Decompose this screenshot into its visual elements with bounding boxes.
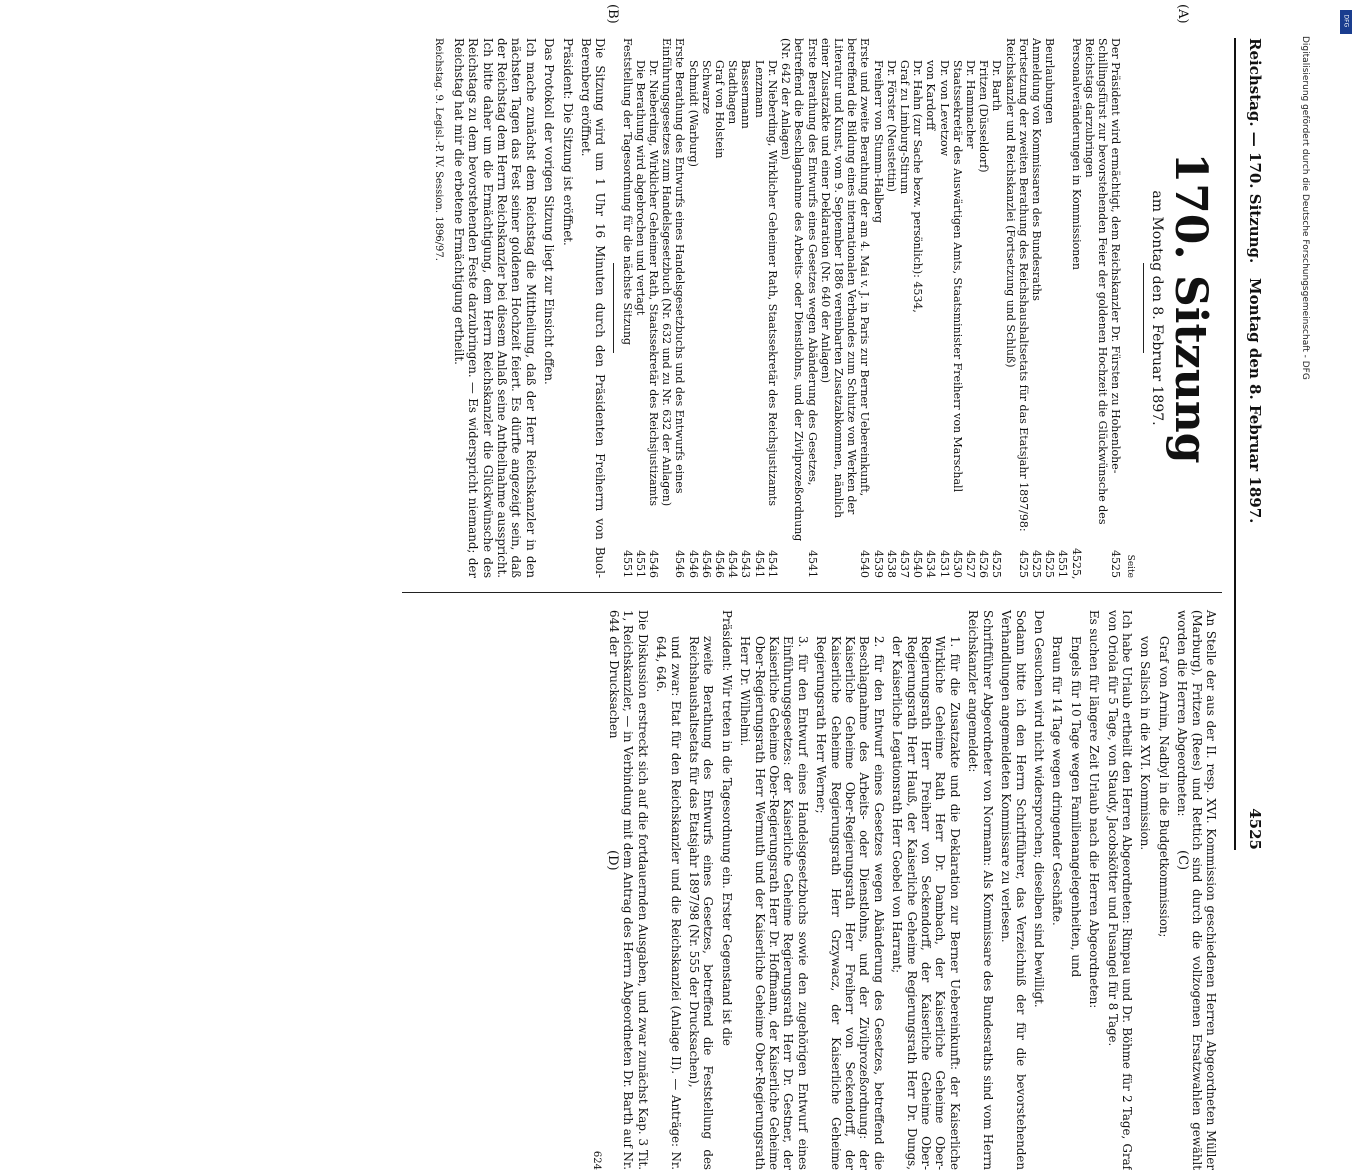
body-paragraph: zweite Berathung des Entwurfs eines Gesetzes, betreffend die Feststellung des Reichshaushaltsetats für das Etatsjahr 1897/98 (Nr. 555 der Drucksachen),	[687, 636, 716, 1170]
toc-entry	[779, 38, 819, 578]
header-page-number: 4525	[1246, 808, 1264, 850]
toc-entry-title: Erste Berathung des Entwurfs eines Gesetzes wegen Abänderung des Gesetzes, betreffend die Beschlagnahme des Arbeits- oder Dienstlohns, und der Zivilprozeßordnung (Nr. 642 der Anlagen)	[779, 38, 819, 542]
toc-entry	[951, 38, 964, 578]
toc-entry-title: Dr. Nieberding, Wirklicher Geheimer Rath, Staatssekretär des Reichsjustizamts	[647, 60, 661, 507]
body-paragraph: von Salisch in die XVI. Kommission.	[1138, 636, 1153, 851]
toc-entry-page: 4534	[924, 550, 938, 578]
toc-entry-title: Die Berathung wird abgebrochen und vertagt	[633, 60, 647, 316]
toc-entry	[964, 38, 977, 578]
toc-entry-page: 4546	[699, 550, 713, 578]
body-paragraph: An Stelle der aus der II. resp. XVI. Kommission geschiedenen Herren Abgeordneten Müller (Marburg), Fritzen (Rees) und Rettich sind durch die vollzogenen Ersatzwahlen gewählt worden die Herren Abgeordneten:	[1175, 610, 1218, 1170]
toc-entry	[898, 38, 911, 578]
toc-entry	[871, 38, 884, 578]
toc-entry	[885, 38, 898, 578]
toc-entry-title: Der Präsident wird ermächtigt, dem Reichskanzler Dr. Fürsten zu Hohenlohe-Schillingsfürst zur bevorstehenden Feier der goldenen Hochzeit die Glückwünsche des Reichstags darzubringen	[1082, 38, 1123, 525]
body-paragraph: Ich mache zunächst dem Reichstag die Mittheilung, daß der Herr Reichskanzler in den nächsten Tagen das Fest seiner goldenen Hochzeit feiert. Es dürfte angezeigt sein, daß der Reichstag dem Herrn Reichskanzler bei diesem Anlaß seine Antheilnahme ausspricht. Ich bitte daher um die Ermächtigung, dem Herrn Reichskanzler die Glückwünsche des Reichstags zu dem bevorstehenden Feste darzubringen. — Es widerspricht niemand; der Reichstag hat mir die erbetene Ermächtigung ertheilt.	[451, 38, 538, 578]
toc-entry-page: 4530	[950, 550, 964, 578]
toc-entry-page: 4531	[937, 550, 951, 578]
toc-entry	[620, 38, 633, 578]
left-column	[402, 38, 1222, 593]
toc-entry	[686, 38, 699, 578]
toc-entry-title: Dr. Hammacher	[963, 60, 977, 149]
body-paragraph: 1. für die Zusatzakte und die Deklaration zur Berner Uebereinkunft: der Kaiserliche Wirkliche Geheime Rath Herr Dr. Dambach, der Kaiserliche Geheime Ober-Regierungsrath Herr Freiherr von Seckendorff, der Kaiserliche Geheime Ober-Regierungsrath Herr Hauß, der Kaiserliche Geheime Regierungsrath Herr Dr. Dungs, der Kaiserliche Legationsrath Herr Goebel von Harrant;	[890, 636, 962, 1170]
toc-entry-title: von Kardorff	[924, 60, 938, 131]
toc-entry-page: 4525	[1109, 550, 1123, 578]
dfg-funding-note: Digitalisierung gefördert durch die Deutsche Forschungsgemeinschaft - DFG	[1300, 36, 1310, 380]
toc-entry-page: 4546	[647, 550, 661, 578]
toc-entry-title: Anmeldung von Kommissaren des Bundesraths	[1029, 38, 1043, 301]
body-paragraph: und zwar: Etat für den Reichskanzler und die Reichskanzlei (Anlage II). — Anträge: Nr. 644, 646.	[654, 636, 683, 1170]
body-paragraph: Graf von Arnim, Nadbyl in die Budgetkommission;	[1156, 636, 1171, 938]
toc-entry-title: Dr. von Levetzow	[937, 60, 951, 157]
toc-entry-title: Personalveränderungen in Kommissionen	[1069, 38, 1083, 270]
toc-entry-title: Dr. Barth	[990, 60, 1004, 112]
toc-entry-page: 4540	[858, 550, 872, 578]
toc-entry-title: Schmidt (Warburg)	[686, 60, 700, 167]
toc-entry	[911, 38, 924, 578]
divider	[1143, 263, 1144, 353]
toc-entry-page: 4546	[713, 550, 727, 578]
toc-entry	[700, 38, 713, 578]
toc-entry-title: Erste Berathung des Entwurfs eines Handelsgesetzbuchs und des Entwurfs eines Einführungsgesetzes zum Handelsgesetzbuch (Nr. 632 und zu Nr. 632 der Anlagen)	[660, 38, 687, 507]
toc-entry-title: Feststellung der Tagesordnung für die nächste Sitzung	[620, 38, 634, 346]
toc-entry-page: 4527	[963, 550, 977, 578]
toc-entry-page: 4540	[911, 550, 925, 578]
toc-entry-title: Lenzmann	[752, 60, 766, 118]
toc-entry-page: 4541	[805, 550, 819, 578]
toc-entry	[990, 38, 1003, 578]
toc-entry	[753, 38, 766, 578]
toc-entry-title: Freiherr von Stumm-Halberg	[871, 60, 885, 224]
margin-mark-a: (A)	[1175, 4, 1190, 24]
toc-entry-title: Schwarze	[699, 60, 713, 115]
toc-entry-title: Fortsetzung der zweiten Berathung des Reichshaushaltsetats für das Etatsjahr 1897/98: Reichskanzler und Reichskanzlei (Fortsetzung und Schluß)	[1003, 38, 1030, 532]
body-paragraph: Sodann bitte ich den Herrn Schriftführer, das Verzeichniß der für die bevorstehenden Verhandlungen angemeldeten Kommissare zu verlesen.	[999, 610, 1028, 1170]
divider	[613, 263, 614, 353]
page-header	[1234, 38, 1270, 850]
toc-entry-title: Stadthagen	[726, 60, 740, 125]
toc-entry-title: Dr. Nieberding, Wirklicher Geheimer Rath, Staatssekretär des Reichsjustizamts	[765, 60, 779, 507]
toc-entry-title: Beurlaubungen	[1043, 38, 1057, 124]
margin-mark-b: (B)	[605, 4, 620, 24]
toc-entry-page: 4551	[620, 550, 634, 578]
toc-entry-page: 4537	[897, 550, 911, 578]
toc-entry	[766, 38, 779, 578]
body-paragraph: Es suchen für längere Zeit Urlaub nach die Herren Abgeordneten:	[1087, 610, 1102, 1009]
toc-entry-title: Dr. Förster (Neustettin)	[884, 60, 898, 192]
toc-entry-page: 4541	[752, 550, 766, 578]
body-paragraph: Schriftführer Abgeordneter von Normann: Als Kommissare des Bundesraths sind vom Herrn Reichskanzler angemeldet:	[966, 610, 995, 1170]
toc-entry	[1043, 38, 1056, 578]
toc-entry-title: Erste und zweite Berathung der am 4. Mai v. J. in Paris zur Berner Uebereinkunft, betreffend die Bildung eines internationalen Verbandes zum Schutze von Werken der Literatur und Kunst, vom 9. September 1886 vereinbarten Zusatzabkommen, nämlich einer Zusatzakte und einer Deklaration (Nr. 640 der Anlagen)	[818, 38, 872, 519]
toc-entry	[660, 38, 686, 578]
toc-entry	[634, 38, 647, 578]
toc-entry	[1083, 38, 1123, 578]
toc-entry-page: 4525	[990, 550, 1004, 578]
body-paragraph: 3. für den Entwurf eines Handelsgesetzbuchs sowie den zugehörigen Entwurf eines Einführungsgesetzes: der Kaiserliche Geheime Regierungsrath Herr Dr. Gestner, der Kaiserliche Geheime Ober-Regierungsrath Herr Dr. Hoffmann, der Kaiserliche Geheime Ober-Regierungsrath Herr Wermuth und der Kaiserliche Geheime Ober-Regierungsrath Herr Dr. Wilhelmi.	[738, 636, 810, 1170]
body-paragraph: Präsident: Die Sitzung ist eröffnet.	[560, 38, 575, 246]
right-column	[588, 610, 1222, 1170]
toc-entry-title: Staatssekretär des Auswärtigen Amts, Staatsminister Freiherr von Marschall	[950, 60, 964, 493]
toc-entry-page: 4525, 4551	[1056, 548, 1083, 580]
toc-entry-page: 4525	[1029, 550, 1043, 578]
page-signature: 624	[590, 1150, 602, 1170]
body-paragraph: Präsident: Wir treten in die Tagesordnung ein. Erster Gegenstand ist die	[719, 610, 734, 1046]
session-subtitle: am Montag den 8. Februar 1897.	[1149, 190, 1165, 426]
toc-entry	[647, 38, 660, 578]
header-left: Reichstag. — 170. Sitzung.	[1246, 38, 1264, 264]
toc-entry-page: 4525	[1016, 550, 1030, 578]
dfg-logo-text: DFG	[1342, 14, 1350, 28]
toc-entry	[819, 38, 872, 578]
toc-entry-page: 4543	[739, 550, 753, 578]
margin-mark-d: (D)	[605, 850, 620, 871]
toc-entry	[739, 38, 752, 578]
body-paragraph: Die Sitzung wird um 1 Uhr 16 Minuten durch den Präsidenten Freiherrn von Buol-Berenberg eröffnet.	[579, 38, 608, 578]
session-title: 170. Sitzung	[1165, 152, 1216, 464]
toc-entry-page: 4525	[1043, 550, 1057, 578]
toc-entry	[977, 38, 990, 578]
toc-entry	[1056, 38, 1082, 578]
margin-mark-c: (C)	[1175, 850, 1190, 871]
dfg-logo	[1340, 10, 1352, 34]
body-paragraph: Engels für 10 Tage wegen Familienangelegenheiten, und	[1068, 636, 1083, 978]
toc-entry-page: 4539	[871, 550, 885, 578]
page-footer: Reichstag. 9. Legisl.-P. IV. Session. 1896/97.	[433, 38, 445, 261]
toc-entry	[1003, 38, 1029, 578]
right-body-text	[607, 610, 1218, 1170]
toc-entry-page: 4546	[673, 550, 687, 578]
body-paragraph: 2. für den Entwurf eines Gesetzes wegen Abänderung des Gesetzes, betreffend die Beschlagnahme des Arbeits- oder Dienstlohns, und der Zivilprozeßordnung: der Kaiserliche Geheime Ober-Regierungsrath Herr Freiherr von Seckendorff, der Kaiserliche Geheime Regierungsrath Herr Grzywacz, der Kaiserliche Geheime Regierungsrath Herr Werner;	[814, 636, 886, 1170]
toc-entry-title: Graf von Holstein	[713, 60, 727, 159]
toc-page-header: Seite	[1124, 554, 1135, 578]
toc-entry-page: 4526	[977, 550, 991, 578]
toc-entry-title: Fritzen (Düsseldorf)	[977, 60, 991, 173]
toc-entry-title: Bassermann	[739, 60, 753, 129]
toc-entry-page: 4551	[633, 550, 647, 578]
toc-entry-page: 4538	[884, 550, 898, 578]
toc-entry	[713, 38, 726, 578]
body-paragraph: Braun für 14 Tage wegen dringender Geschäfte.	[1050, 636, 1065, 926]
toc-entry-title: Graf zu Limburg-Stirum	[897, 60, 911, 195]
table-of-contents	[620, 38, 1122, 578]
toc-entry	[726, 38, 739, 578]
body-paragraph: Ich habe Urlaub ertheilt den Herren Abgeordneten: Rimpau und Dr. Böhme für 2 Tage, Graf von Oriola für 5 Tage, von Staudy, Jacobskötter und Fusangel für 8 Tage.	[1105, 610, 1134, 1170]
body-paragraph: Das Protokoll der vorigen Sitzung liegt zur Einsicht offen.	[542, 38, 557, 385]
body-paragraph: Die Diskussion erstreckt sich auf die fortdauernden Ausgaben, und zwar zunächst Kap. 3 Tit. 1, Reichskanzler, — in Verbindung mit dem Antrag des Herrn Abgeordneten Dr. Barth auf Nr. 644 der Drucksachen	[606, 610, 650, 1170]
body-paragraph: Den Gesuchen wird nicht widersprochen; dieselben sind bewilligt.	[1031, 610, 1046, 1008]
header-date: Montag den 8. Februar 1897.	[1246, 278, 1264, 524]
toc-entry	[937, 38, 950, 578]
toc-entry	[1030, 38, 1043, 578]
left-body-text	[451, 38, 607, 578]
toc-entry-title: Dr. Hahn (zur Sache bezw. persönlich): 4534,	[911, 60, 925, 313]
toc-entry-page: 4546	[686, 550, 700, 578]
toc-entry	[924, 38, 937, 578]
toc-entry-page: 4544	[726, 550, 740, 578]
toc-entry-page: 4541	[765, 550, 779, 578]
